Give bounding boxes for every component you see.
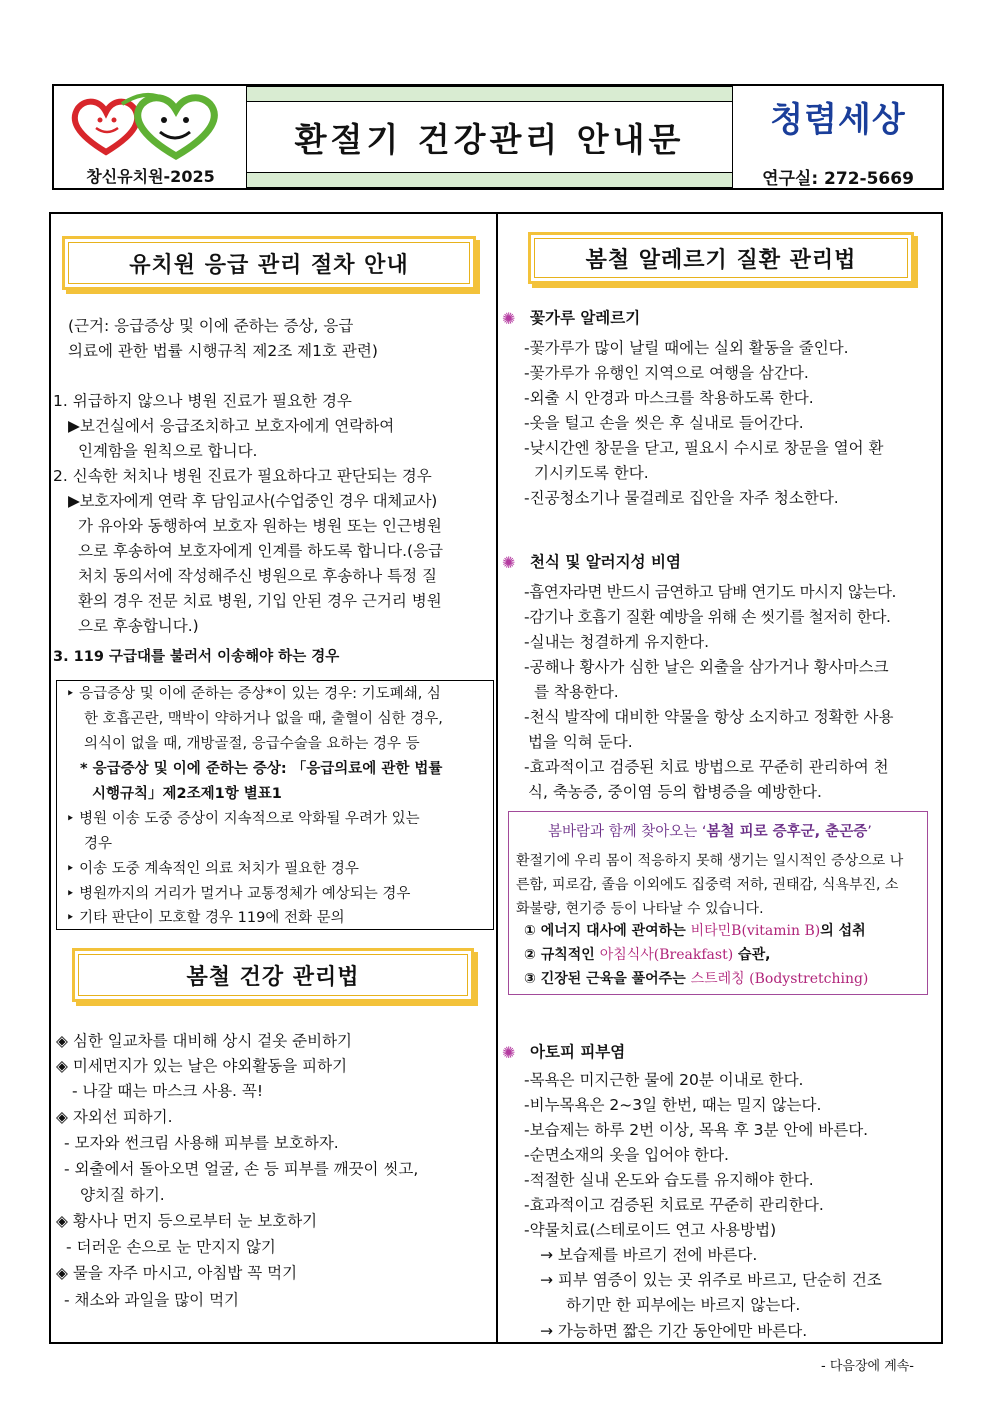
emergency-item: 으로 후송합니다.)	[78, 617, 199, 635]
atopy-line: -적절한 실내 온도와 습도를 유지해야 한다.	[524, 1171, 814, 1189]
emergency-item: 환의 경우 전문 치료 병원, 기입 안된 경우 근거리 병원	[78, 592, 442, 610]
criteria-line: ‣ 병원까지의 거리가 멀거나 교통정체가 예상되는 경우	[66, 886, 411, 902]
asthma-line: 식, 축농증, 중이염 등의 합병증을 예방한다.	[528, 783, 822, 801]
basis-line-2: 의료에 관한 법률 시행규칙 제2조 제1호 관련)	[68, 342, 378, 360]
atopy-line: -목욕은 미지근한 물에 20분 이내로 한다.	[524, 1071, 804, 1089]
emergency-item: ▶보건실에서 응급조치하고 보호자에게 연락하여	[68, 417, 395, 435]
criteria-note: * 응급증상 및 이에 준하는 증상: 「응급의료에 관한 법률	[80, 761, 443, 777]
asthma-line: -공해나 황사가 심한 날은 외출을 삼가거나 황사마스크	[524, 658, 889, 676]
flower-icon: ✺	[502, 1043, 516, 1062]
continued-note: - 다음장에 계속-	[821, 1359, 914, 1374]
atopy-line: → 가능하면 짧은 기간 동안에만 바른다.	[540, 1322, 808, 1340]
atopy-line: → 피부 염증이 있는 곳 위주로 바르고, 단순히 건조	[540, 1271, 882, 1289]
emergency-item: 으로 후송하여 보호자에게 인계를 하도록 합니다.(응급	[78, 542, 444, 560]
asthma-line: 법을 익혀 둔다.	[528, 733, 633, 751]
page-title: 환절기 건강관리 안내문	[294, 119, 685, 159]
fatigue-line: 화불량, 현기증 등이 나타날 수 있습니다.	[516, 901, 764, 917]
emergency-item: 1. 위급하지 않으나 병원 진료가 필요한 경우	[53, 392, 352, 410]
criteria-line: 의식이 없을 때, 개방골절, 응급수술을 요하는 경우 등	[84, 736, 420, 752]
emergency-item: 처치 동의서에 작성해주신 병원으로 후송하나 특정 질	[78, 567, 437, 585]
health-tip: - 나갈 때는 마스크 사용. 꼭!	[72, 1082, 264, 1100]
criteria-line: ‣ 병원 이송 도중 증상이 지속적으로 악화될 우려가 있는	[66, 811, 420, 827]
health-tip: ◈ 미세먼지가 있는 날은 야외활동을 피하기	[56, 1057, 348, 1075]
health-tip: - 더러운 손으로 눈 만지지 않기	[66, 1238, 276, 1256]
atopy-line: -약물치료(스테로이드 연고 사용방법)	[524, 1221, 777, 1239]
pollen-line: -낮시간엔 창문을 닫고, 필요시 수시로 창문을 열어 환	[524, 439, 884, 457]
pollen-line: -외출 시 안경과 마스크를 착용하도록 한다.	[524, 389, 814, 407]
emergency-item: 2. 신속한 처치나 병원 진료가 필요하다고 판단되는 경우	[53, 467, 432, 485]
green-bar-bottom	[247, 172, 732, 188]
fatigue-line: 른함, 피로감, 졸음 이외에도 집중력 저하, 권태감, 식욕부진, 소	[516, 877, 899, 893]
emergency-item: 가 유아와 동행하여 보호자 원하는 병원 또는 인근병원	[78, 517, 442, 535]
pollen-line: -옷을 털고 손을 씻은 후 실내로 들어간다.	[524, 414, 804, 432]
emergency-item-119: 3. 119 구급대를 불러서 이송해야 하는 경우	[53, 649, 340, 665]
criteria-line: ‣ 기타 판단이 모호할 경우 119에 전화 문의	[66, 910, 345, 926]
pollen-line: 기시키도록 한다.	[534, 464, 649, 482]
atopy-heading: 아토피 피부염	[530, 1043, 626, 1061]
brand-box	[732, 86, 942, 188]
fatigue-line: 환절기에 우리 몸이 적응하지 못해 생기는 일시적인 증상으로 나	[516, 853, 904, 869]
fatigue-tip-2: ② 규칙적인 아침식사(Breakfast) 습관,	[524, 947, 771, 963]
fatigue-title: 봄바람과 함께 찾아오는 ‘봄철 피로 증후군, 춘곤증’	[548, 824, 872, 840]
atopy-line: -순면소재의 옷을 입어야 한다.	[524, 1146, 729, 1164]
emergency-item: ▶보호자에게 연락 후 담임교사(수업중인 경우 대체교사)	[68, 492, 438, 510]
pollen-line: -꽃가루가 많이 날릴 때에는 실외 활동을 줄인다.	[524, 339, 849, 357]
allergy-section-title: 봄철 알레르기 질환 관리법	[528, 232, 914, 284]
header	[52, 84, 944, 190]
fatigue-tip-1: ① 에너지 대사에 관여하는 비타민B(vitamin B)의 섭취	[524, 923, 866, 939]
asthma-heading: 천식 및 알러지성 비염	[530, 553, 681, 571]
health-tip: ◈ 물을 자주 마시고, 아침밥 꼭 먹기	[56, 1264, 298, 1282]
flower-icon: ✺	[502, 309, 516, 328]
asthma-line: -천식 발작에 대비한 약물을 항상 소지하고 정확한 사용	[524, 708, 894, 726]
flower-icon: ✺	[502, 553, 516, 572]
contact-phone: 연구실: 272-5669	[762, 169, 914, 189]
criteria-line: ‣ 응급증상 및 이에 준하는 증상*이 있는 경우: 기도폐쇄, 심	[66, 686, 441, 702]
atopy-line: -비누목욕은 2~3일 한번, 때는 밀지 않는다.	[524, 1096, 822, 1114]
health-tip: - 모자와 썬크림 사용해 피부를 보호하자.	[64, 1134, 339, 1152]
asthma-line: -감기나 호흡기 질환 예방을 위해 손 씻기를 철저히 한다.	[524, 608, 891, 626]
atopy-line: 하기만 한 피부에는 바르지 않는다.	[566, 1296, 801, 1314]
health-tip: ◈ 황사나 먼지 등으로부터 눈 보호하기	[56, 1212, 318, 1230]
health-tip: - 외출에서 돌아오면 얼굴, 손 등 피부를 깨끗이 씻고,	[64, 1160, 419, 1178]
health-tip: - 채소와 과일을 많이 먹기	[64, 1291, 240, 1309]
title-box	[247, 86, 732, 188]
pollen-heading: 꽃가루 알레르기	[530, 309, 641, 327]
health-tip: 양치질 하기.	[80, 1186, 165, 1204]
school-name: 창신유치원-2025	[86, 167, 215, 186]
fatigue-tip-3: ③ 긴장된 근육을 풀어주는 스트레칭 (Bodystretching)	[524, 971, 869, 987]
school-logo-box	[54, 86, 247, 188]
emergency-section-title: 유치원 응급 관리 절차 안내	[62, 236, 476, 290]
health-tip: ◈ 심한 일교차를 대비해 상시 겉옷 준비하기	[56, 1032, 353, 1050]
health-tip: ◈ 자외선 피하기.	[56, 1108, 173, 1126]
atopy-line: -효과적이고 검증된 치료로 꾸준히 관리한다.	[524, 1196, 824, 1214]
criteria-line: ‣ 이송 도중 계속적인 의료 처치가 필요한 경우	[66, 861, 359, 877]
atopy-line: -보습제는 하루 2번 이상, 목욕 후 3분 안에 바른다.	[524, 1121, 869, 1139]
criteria-line: 한 호흡곤란, 맥박이 약하거나 없을 때, 출혈이 심한 경우,	[84, 711, 443, 727]
integrity-logo: 청렴세상	[770, 100, 906, 140]
asthma-line: -흡연자라면 반드시 금연하고 담배 연기도 마시지 않는다.	[524, 583, 897, 601]
basis-line-1: (근거: 응급증상 및 이에 준하는 증상, 응급	[68, 317, 354, 335]
green-bar-top	[247, 86, 732, 102]
spring-health-title: 봄철 건강 관리법	[72, 948, 474, 1002]
asthma-line: -실내는 청결하게 유지한다.	[524, 633, 710, 651]
criteria-line: 경우	[84, 836, 113, 852]
asthma-line: -효과적이고 검증된 치료 방법으로 꾸준히 관리하여 천	[524, 758, 889, 776]
criteria-note: 시행규칙」제2조제1항 별표1	[92, 786, 282, 802]
atopy-line: → 보습제를 바르기 전에 바른다.	[540, 1246, 758, 1264]
asthma-line: 를 착용한다.	[534, 683, 619, 701]
emergency-item: 인계함을 원칙으로 합니다.	[78, 442, 258, 460]
fatigue-title-bold: 봄철 피로 증후군, 춘곤증	[706, 824, 868, 840]
column-divider	[496, 212, 498, 1344]
pollen-line: -꽃가루가 유행인 지역으로 여행을 삼간다.	[524, 364, 809, 382]
pollen-line: -진공청소기나 물걸레로 집안을 자주 청소한다.	[524, 489, 839, 507]
heart-logo-icon	[66, 90, 236, 164]
